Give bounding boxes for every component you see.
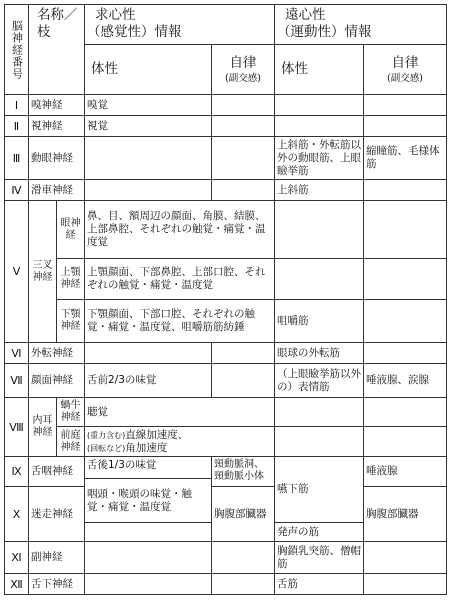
nerve-name: 動眼神経 [29, 137, 85, 180]
table-row [5, 137, 447, 180]
aff-somatic-cell-shared: 咽頭・喉頭の味覚・触覚・痛覚・温度覚 [85, 479, 212, 523]
efferent-title: 遠心性 [285, 7, 326, 23]
eff-autonomic-cell: 縮瞳筋、毛様体筋 [364, 137, 447, 180]
aff-linear-acc: 直線加速度、 [125, 428, 189, 441]
aff-autonomic-cell: 頸動脈洞、頸動脈小体 [212, 457, 275, 487]
eff-somatic-cell: （上眼瞼挙筋以外の）表情筋 [275, 364, 364, 398]
eff-somatic-cell [275, 201, 364, 259]
eff-somatic-cell-shared: 嚥下筋 [275, 457, 364, 523]
nerve-name: 内耳神経 [29, 398, 57, 457]
table-row [5, 300, 447, 343]
nerve-number: Ⅳ [5, 180, 29, 201]
cranial-nerve-table-sheet [4, 4, 446, 595]
table-row [5, 180, 447, 201]
aff-note-rotation: (回転など) [87, 443, 126, 453]
eff-autonomic-cell [364, 180, 447, 201]
aff-somatic-cell: 嗅覚 [85, 95, 212, 116]
aff-autonomic-cell [212, 116, 275, 137]
nerve-name: 副神経 [29, 542, 85, 574]
aff-autonomic-cell [212, 343, 275, 364]
nerve-number: Ⅷ [5, 398, 29, 457]
eff-autonomic-cell: 唾液腺、涙腺 [364, 364, 447, 398]
aff-autonomic-cell [212, 574, 275, 595]
eff-somatic-cell: 咀嚼筋 [275, 300, 364, 343]
eff-autonomic-cell [364, 300, 447, 343]
eff-autonomic-cell [364, 201, 447, 259]
header-eff-autonomic [364, 45, 447, 95]
nerve-number: Ⅰ [5, 95, 29, 116]
aff-somatic-cell [85, 180, 212, 201]
eff-autonomic-cell: 唾液腺 [364, 457, 447, 487]
aff-somatic-cell [85, 542, 212, 574]
aff-somatic-cell: 舌後1/3の味覚 [85, 457, 212, 479]
aff-autonomic-cell [212, 180, 275, 201]
table-row [5, 95, 447, 116]
eff-autonomic-cell [364, 95, 447, 116]
eff-autonomic-cell [364, 398, 447, 427]
aff-somatic-cell: 上顎顔面、下部鼻腔、上部口腔、それぞれの触覚・痛覚・温度覚 [85, 259, 275, 300]
eff-somatic-cell [275, 398, 364, 427]
table-row [5, 574, 447, 595]
aff-autonomic-sub: (副交感) [225, 72, 261, 84]
aff-somatic-cell: 視覚 [85, 116, 212, 137]
nerve-name: 外転神経 [29, 343, 85, 364]
table-row [5, 427, 447, 457]
aff-somatic-cell [85, 343, 212, 364]
eff-somatic-cell [275, 259, 364, 300]
branch-name: 前庭神経 [57, 427, 85, 457]
branch-name: 蝸牛神経 [57, 398, 85, 427]
aff-autonomic-cell [212, 364, 275, 398]
header-name: 名称／枝 [29, 5, 85, 95]
eff-somatic-cell: 胸鎖乳突筋、僧帽筋 [275, 542, 364, 574]
nerve-name: 舌咽神経 [29, 457, 85, 487]
nerve-name: 滑車神経 [29, 180, 85, 201]
header-row-1 [5, 5, 447, 45]
table-row [5, 343, 447, 364]
nerve-number: Ⅶ [5, 364, 29, 398]
aff-somatic-cell: 舌前2/3の味覚 [85, 364, 212, 398]
aff-autonomic-cell [212, 137, 275, 180]
eff-autonomic-cell [364, 259, 447, 300]
eff-somatic-cell: 眼球の外転筋 [275, 343, 364, 364]
aff-somatic-cell: 下顎顔面、下部口腔、それぞれの触覚・痛覚・温度覚、咀嚼筋筋紡錘 [85, 300, 275, 343]
aff-somatic-cell [85, 523, 212, 542]
nerve-number: Ⅵ [5, 343, 29, 364]
aff-angular-acc: 角加速度 [125, 441, 168, 454]
nerve-number: Ⅴ [5, 201, 29, 343]
eff-somatic-cell [275, 427, 364, 457]
eff-somatic-cell [275, 116, 364, 137]
table-row [5, 201, 447, 259]
header-number: 脳神経番号 [5, 5, 29, 95]
header-aff-autonomic [212, 45, 275, 95]
aff-note-gravity: (重力含む) [87, 430, 126, 440]
nerve-name: 三叉神経 [29, 201, 57, 343]
eff-autonomic-cell [364, 542, 447, 574]
eff-autonomic-cell [364, 343, 447, 364]
aff-autonomic-cell [212, 95, 275, 116]
eff-autonomic-cell [364, 574, 447, 595]
header-eff-somatic: 体性 [275, 45, 364, 95]
nerve-name: 視神経 [29, 116, 85, 137]
nerve-name: 嗅神経 [29, 95, 85, 116]
aff-autonomic-cell [212, 542, 275, 574]
efferent-sub: （運動性）情報 [277, 24, 372, 40]
branch-name: 上顎神経 [57, 259, 85, 300]
eff-somatic-cell: 上斜筋 [275, 180, 364, 201]
nerve-number: Ⅸ [5, 457, 29, 487]
table-row [5, 364, 447, 398]
aff-autonomic-cell: 胸腹部臓器 [212, 487, 275, 542]
branch-name: 下顎神経 [57, 300, 85, 343]
nerve-number: Ⅺ [5, 542, 29, 574]
branch-name: 眼神経 [57, 201, 85, 259]
header-efferent [275, 5, 447, 45]
aff-somatic-cell [85, 137, 212, 180]
eff-somatic-cell: 発声の筋 [275, 523, 364, 542]
header-aff-somatic: 体性 [85, 45, 212, 95]
eff-somatic-cell: 舌筋 [275, 574, 364, 595]
eff-autonomic-cell [364, 116, 447, 137]
cranial-nerve-table [4, 4, 447, 595]
table-row [5, 398, 447, 427]
nerve-number: Ⅻ [5, 574, 29, 595]
aff-somatic-cell [85, 574, 212, 595]
eff-autonomic-title: 自律 [391, 54, 419, 71]
table-row [5, 457, 447, 479]
nerve-number: Ⅲ [5, 137, 29, 180]
eff-somatic-cell: 上斜筋・外転筋以外の動眼筋、上眼瞼挙筋 [275, 137, 364, 180]
nerve-name: 顔面神経 [29, 364, 85, 398]
eff-autonomic-cell: 胸腹部臓器 [364, 487, 447, 542]
aff-autonomic-title: 自律 [229, 54, 257, 71]
aff-somatic-cell [85, 427, 275, 457]
eff-somatic-cell [275, 95, 364, 116]
afferent-sub: （感覚性）情報 [87, 24, 182, 40]
header-afferent [85, 5, 275, 45]
nerve-number: Ⅹ [5, 487, 29, 542]
nerve-name: 舌下神経 [29, 574, 85, 595]
eff-autonomic-cell [364, 427, 447, 457]
aff-somatic-cell: 聴覚 [85, 398, 275, 427]
nerve-number: Ⅱ [5, 116, 29, 137]
table-row [5, 487, 447, 515]
aff-somatic-cell: 鼻、目、額周辺の顔面、角膜、結膜、上部鼻腔、それぞれの触覚・痛覚・温度覚 [85, 201, 275, 259]
table-row [5, 542, 447, 574]
nerve-name: 迷走神経 [29, 487, 85, 542]
afferent-title: 求心性 [95, 7, 136, 23]
table-row [5, 259, 447, 300]
eff-autonomic-sub: (副交感) [387, 72, 423, 84]
table-row [5, 116, 447, 137]
